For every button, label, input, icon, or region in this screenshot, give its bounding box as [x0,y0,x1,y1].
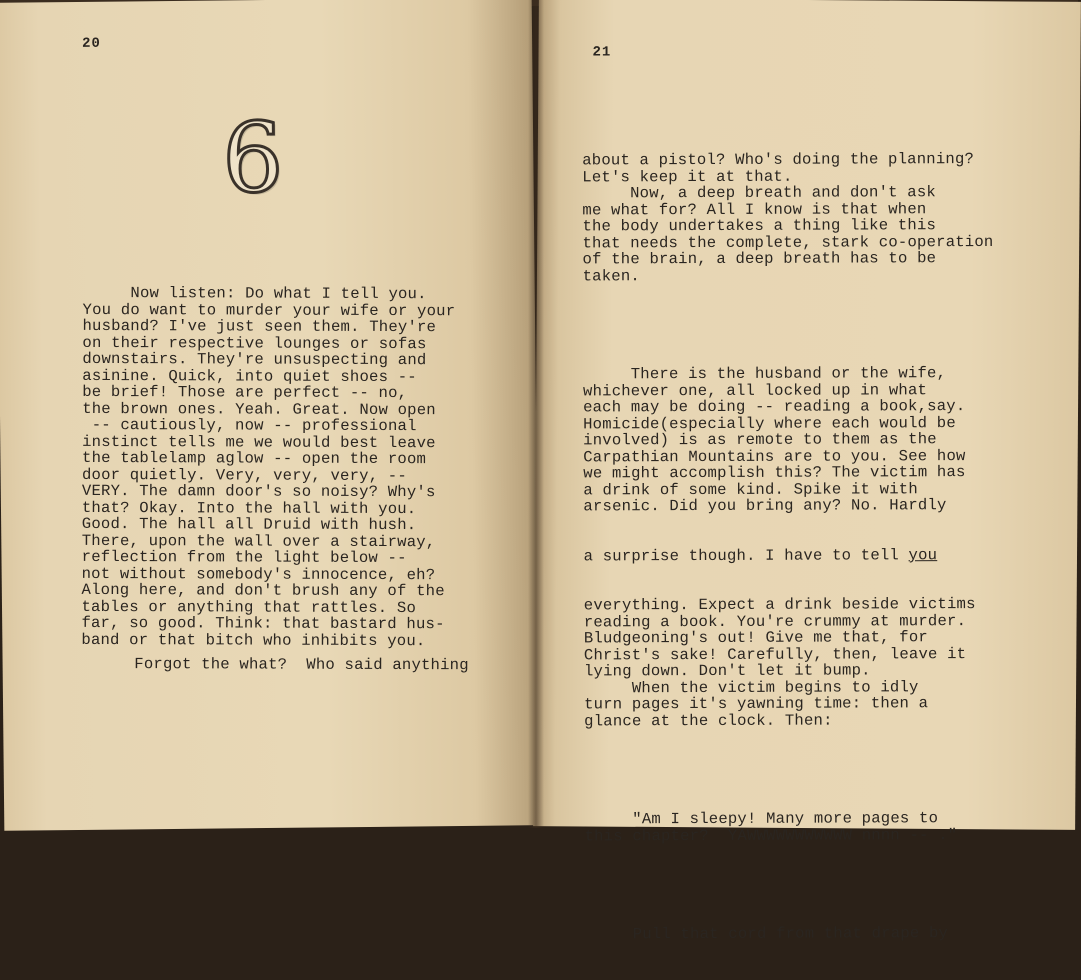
quote-line: this chapter? YAWWWWWWWWWWW nnnn -- ." [584,825,958,845]
text-line: instinct tells me we would best leave [82,432,436,452]
left-page [0,0,540,831]
text-line: the body undertakes a thing like this [582,216,937,236]
right-body-text [582,118,996,976]
text-line: band or that bitch who inhibits you. [81,630,426,650]
underlined-word: you [908,545,938,564]
quote-line: "Am I sleepy! Many more pages to [584,809,939,829]
text-line: -- cautiously, now -- professional [82,415,417,436]
text-line: not without somebody's innocence, eh? [81,564,436,584]
text-line: glance at the clock. Then: [584,711,833,730]
left-page-number: 20 [82,35,102,52]
text-line: Now listen: Do what I tell you. [82,283,427,304]
right-page [533,0,1081,944]
text-line: we might accomplish this? The victim has [583,463,966,483]
text-line: that? Okay. Into the hall with you. [81,498,417,518]
text-line: me what for? All I know is that when [582,199,927,219]
underline-line: a surprise though. I have to tell you [583,545,938,565]
text-line: on their respective lounges or sofas [82,333,427,353]
right-last-line: Pull that cord from that drape by [584,924,949,944]
text-line: about a pistol? Who's doing the planning? [582,150,975,170]
text-line: door quietly. Very, very, very, -- [81,465,407,485]
text-line: Christ's sake! Carefully, then, leave it [583,644,967,664]
text-line: Let's keep it at that. [582,167,793,186]
text-line: whichever one, all locked up in what [582,380,928,400]
text-line: Carpathian Mountains are to you. See how [583,446,966,466]
text-line: turn pages it's yawning time: then a [584,694,929,714]
text-line: far, so good. Think: that bastard hus- [81,613,445,634]
right-page-number: 21 [592,44,612,61]
text-line: There is the husband or the wife, [582,364,947,384]
text-line: Bludgeoning's out! Give me that, for [583,628,928,648]
right-paragraph-2 [583,365,995,515]
text-line: the brown ones. Yeah. Great. Now open [82,399,436,419]
text-line: Along here, and don't brush any of the [81,580,445,601]
text-line: involved) is as remote to them as the [583,430,937,450]
text-line: taken. [582,266,640,285]
text-line: Homicide(especially where each would be [583,413,956,433]
text-line: the tablelamp aglow -- open the room [82,448,427,469]
text-line: There, upon the wall over a stairway, [81,531,436,551]
text-line: Good. The hall all Druid with hush. [81,514,417,535]
text-line: tables or anything that rattles. So [81,597,417,617]
text-line: husband? I've just seen them. They're [82,316,437,337]
text-line: downstairs. They're unsuspecting and [82,349,427,370]
right-quote [584,810,995,844]
text-line: reflection from the light below -- [81,547,407,568]
text-line: be brief! Those are perfect -- no, [82,382,408,403]
text-line: that needs the complete, stark co-operation [582,232,994,252]
text-line: When the victim begins to idly [584,677,919,697]
left-tail-line: Forgot the what? Who said anything [86,654,469,675]
text-line: reading a book. You're crummy at murder. [583,611,967,631]
text-line: arsenic. Did you bring any? No. Hardly [583,496,947,516]
chapter-numeral: 6 [221,101,284,215]
text-line: lying down. Don't let it bump. [583,661,871,681]
text-line: a drink of some kind. Spike it with [583,479,918,499]
text-line: asinine. Quick, into quiet shoes -- [82,366,417,386]
text-line: of the brain, a deep breath has to be [582,249,937,269]
right-paragraph-1 [582,151,993,284]
right-paragraph-2-rest [584,596,995,729]
text-line: each may be doing -- reading a book,say. [583,397,966,417]
text-line: Now, a deep breath and don't ask [582,183,936,203]
text-line: You do want to murder your wife or your [82,300,456,320]
text-line: everything. Expect a drink beside victims [583,595,976,615]
left-body-text [81,285,455,649]
text-line: VERY. The damn door's so noisy? Why's [81,481,436,502]
